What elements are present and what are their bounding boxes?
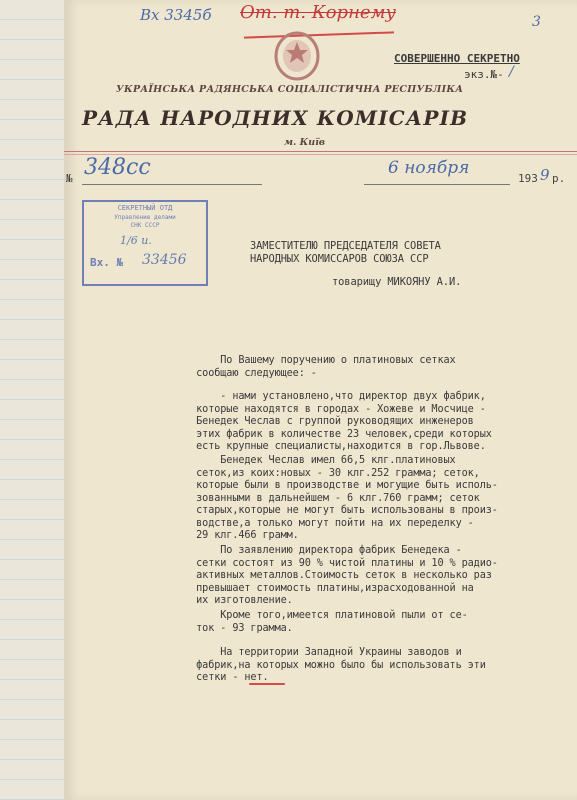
body-paragraph-1: По Вашему поручению о платиновых сетках сообщаю следующее: -: [196, 355, 456, 379]
date-handwritten: 6 ноября: [388, 158, 470, 178]
state-emblem-icon: [272, 30, 322, 82]
incoming-stamp: [82, 200, 208, 286]
registration-number-handwritten: 348сс: [84, 155, 151, 180]
stamp-line-3: СНК СССР: [130, 222, 160, 229]
number-underline: [82, 184, 262, 185]
year-prefix: 193: [518, 172, 538, 185]
body-paragraph-2: - нами установлено,что директор двух фабрик, которые находятся в городах - Хожеве и Мосчице - Бенедек Чеслав с группой руководящих инженеров этих фабрик в количестве 23 человек,среди которых есть крупные специалисты,находится в гор.Львове.: [196, 391, 492, 452]
addressee-line-3: товарищу МИКОЯНУ А.И.: [332, 276, 462, 288]
document-page: [64, 0, 577, 800]
year-unit: р.: [552, 172, 566, 185]
addressee-line-2: НАРОДНЫХ КОМИССАРОВ СОЮЗА ССР: [250, 253, 429, 265]
stamp-line-2: Управление делами: [114, 214, 176, 221]
stamp-line-1: СЕКРЕТНЫЙ ОТД: [117, 204, 173, 212]
body-paragraph-4: По заявлению директора фабрик Бенедека - сетки состоят из 90 % чистой платины и 10 % радио- активных металлов.Стоимость сеток в несколько раз превышает стоимость платины,израсходованной на их изготовление.: [196, 545, 498, 606]
handwritten-red-note: От. т. Корнему: [240, 2, 396, 23]
stamp-handwritten-small: 1/6 и.: [120, 234, 152, 247]
classification-label: СОВЕРШЕННО СЕКРЕТНО: [394, 52, 520, 65]
body-paragraph-3: Бенедек Чеслав имел 66,5 клг.платиновых сеток,из коих:новых - 30 клг.252 грамма; сеток, которые были в производстве и могущие быть исполь- зованными в дальнейшем - 6 клг.760 грамм; сеток старых,которые не могут быть использованы в произ- водстве,а только могут пойти на их переделку - 29 клг.466 грамм.: [196, 455, 498, 541]
city-label: м. Київ: [284, 137, 326, 148]
copy-number-label: экз.№-: [464, 68, 504, 81]
number-prefix: №: [66, 172, 73, 185]
council-title: РАДА НАРОДНИХ КОМІСАРІВ: [82, 106, 469, 130]
copy-number-handwritten: /: [509, 64, 514, 80]
page-number: 3: [532, 14, 541, 30]
underlying-page: [0, 0, 68, 800]
letterhead-rule: [64, 151, 577, 152]
handwritten-incoming-number: Вх 3345б: [140, 6, 212, 24]
date-underline: [364, 184, 510, 185]
stamp-ref-label: Вх. №: [90, 256, 124, 269]
addressee-line-1: ЗАМЕСТИТЕЛЮ ПРЕДСЕДАТЕЛЯ СОВЕТА: [250, 240, 441, 252]
republic-title: УКРАЇНСЬКА РАДЯНСЬКА СОЦІАЛІСТИЧНА РЕСПУБЛІКА: [116, 84, 464, 95]
stamp-ref-handwritten: 33456: [142, 252, 187, 268]
body-paragraph-5: Кроме того,имеется платиновой пыли от се- ток - 93 грамма.: [196, 610, 468, 634]
red-underline-conclusion: [249, 683, 285, 685]
year-suffix-handwritten: 9: [540, 166, 550, 184]
body-paragraph-6: На территории Западной Украины заводов и фабрик,на которых можно было бы использовать эти сетки - нет.: [196, 647, 486, 683]
